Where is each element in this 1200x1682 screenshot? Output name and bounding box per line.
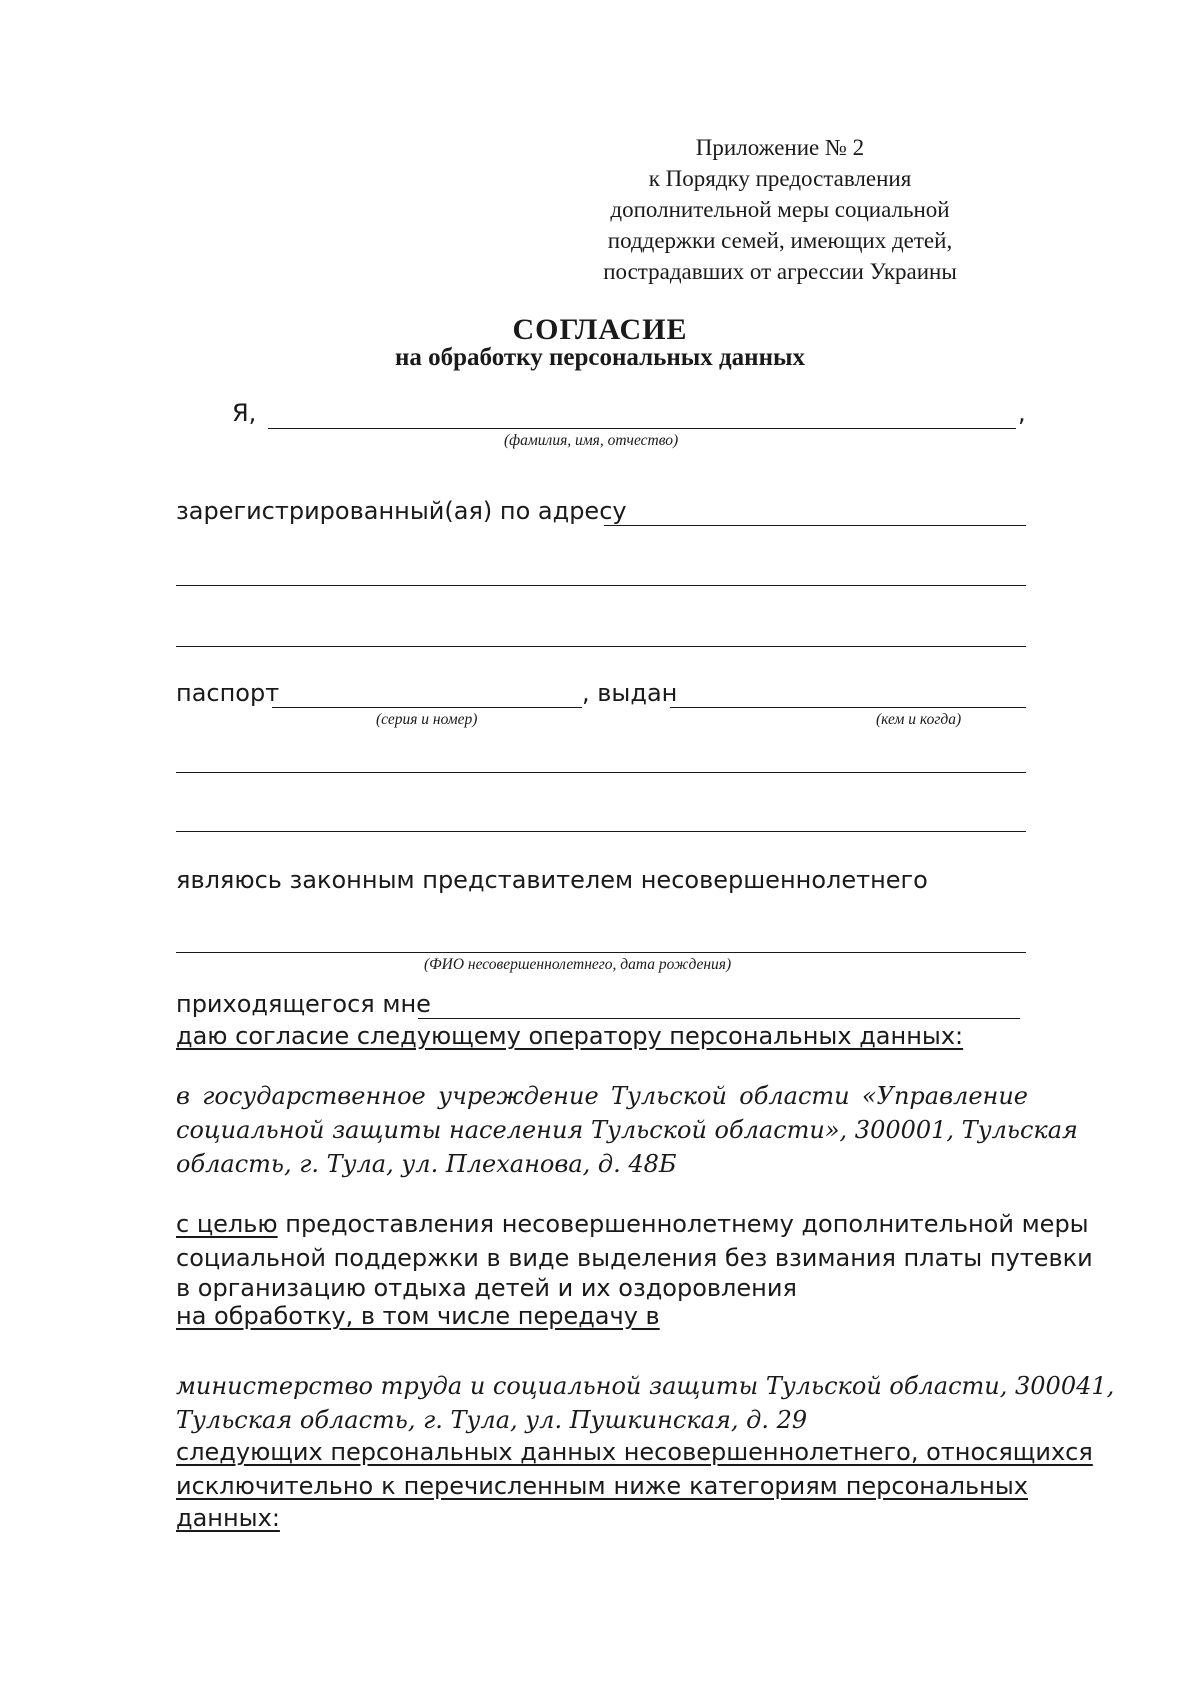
- purpose-line-1: [176, 1210, 1089, 1238]
- transfer-label: на обработку, в том числе передачу в: [176, 1302, 660, 1330]
- fio-field-line[interactable]: [268, 428, 1016, 429]
- operator-line: социальной защиты населения Тульской области», 300001, Тульская: [176, 1116, 1078, 1144]
- purpose-line-2: социальной поддержки в виде выделения без взимания платы путевки: [176, 1244, 1093, 1272]
- appendix-line: к Порядку предоставления: [648, 166, 912, 191]
- ya-comma: ,: [1018, 399, 1026, 427]
- minor-hint: (ФИО несовершеннолетнего, дата рождения): [424, 956, 732, 973]
- appendix-header: [560, 132, 1000, 287]
- passport-issued-line[interactable]: [670, 707, 1026, 708]
- relation-label: приходящегося мне: [176, 990, 431, 1018]
- ministry-line: министерство труда и социальной защиты Тульской области, 300041,: [176, 1372, 1115, 1400]
- passport-series-line[interactable]: [272, 707, 582, 708]
- passport-extra-line-2[interactable]: [176, 831, 1026, 832]
- consent-operator-label: даю согласие следующему оператору персональных данных:: [176, 1022, 964, 1050]
- address-label: зарегистрированный(ая) по адресу: [176, 497, 627, 525]
- appendix-line: пострадавших от агрессии Украины: [603, 259, 957, 284]
- appendix-line: Приложение № 2: [695, 135, 865, 160]
- categories-line: данных:: [176, 1504, 280, 1532]
- relation-field-line[interactable]: [418, 1018, 1020, 1019]
- operator-line: в государственное учреждение Тульской области «Управление: [176, 1082, 1028, 1110]
- address-field-line[interactable]: [604, 525, 1026, 526]
- fio-hint: (фамилия, имя, отчество): [504, 432, 679, 449]
- appendix-line: дополнительной меры социальной: [610, 197, 950, 222]
- passport-extra-line[interactable]: [176, 772, 1026, 773]
- address-field-line-2[interactable]: [176, 585, 1026, 586]
- purpose-label: с целью: [176, 1210, 278, 1238]
- issued-label: , выдан: [582, 679, 678, 707]
- series-hint: (серия и номер): [376, 711, 478, 728]
- purpose-line-3: в организацию отдыха детей и их оздоровления: [176, 1274, 797, 1302]
- document-subtitle: на обработку персональных данных: [395, 344, 805, 371]
- minor-field-line[interactable]: [176, 952, 1026, 953]
- categories-line: следующих персональных данных несовершеннолетнего, относящихся: [176, 1438, 1093, 1466]
- address-field-line-3[interactable]: [176, 646, 1026, 647]
- ya-label: Я,: [232, 399, 257, 427]
- issued-hint: (кем и когда): [876, 711, 962, 728]
- categories-line: исключительно к перечисленным ниже категориям персональных: [176, 1472, 1028, 1500]
- ministry-line: Тульская область, г. Тула, ул. Пушкинская, д. 29: [176, 1406, 808, 1434]
- purpose-line-1-rest: предоставления несовершеннолетнему дополнительной меры: [277, 1210, 1089, 1238]
- appendix-line: поддержки семей, имеющих детей,: [607, 228, 953, 253]
- passport-label: паспорт: [176, 679, 280, 707]
- operator-line: область, г. Тула, ул. Плеханова, д. 48Б: [176, 1150, 677, 1178]
- document-title: СОГЛАСИЕ: [512, 313, 688, 346]
- representative-label: являюсь законным представителем несовершеннолетнего: [176, 866, 928, 894]
